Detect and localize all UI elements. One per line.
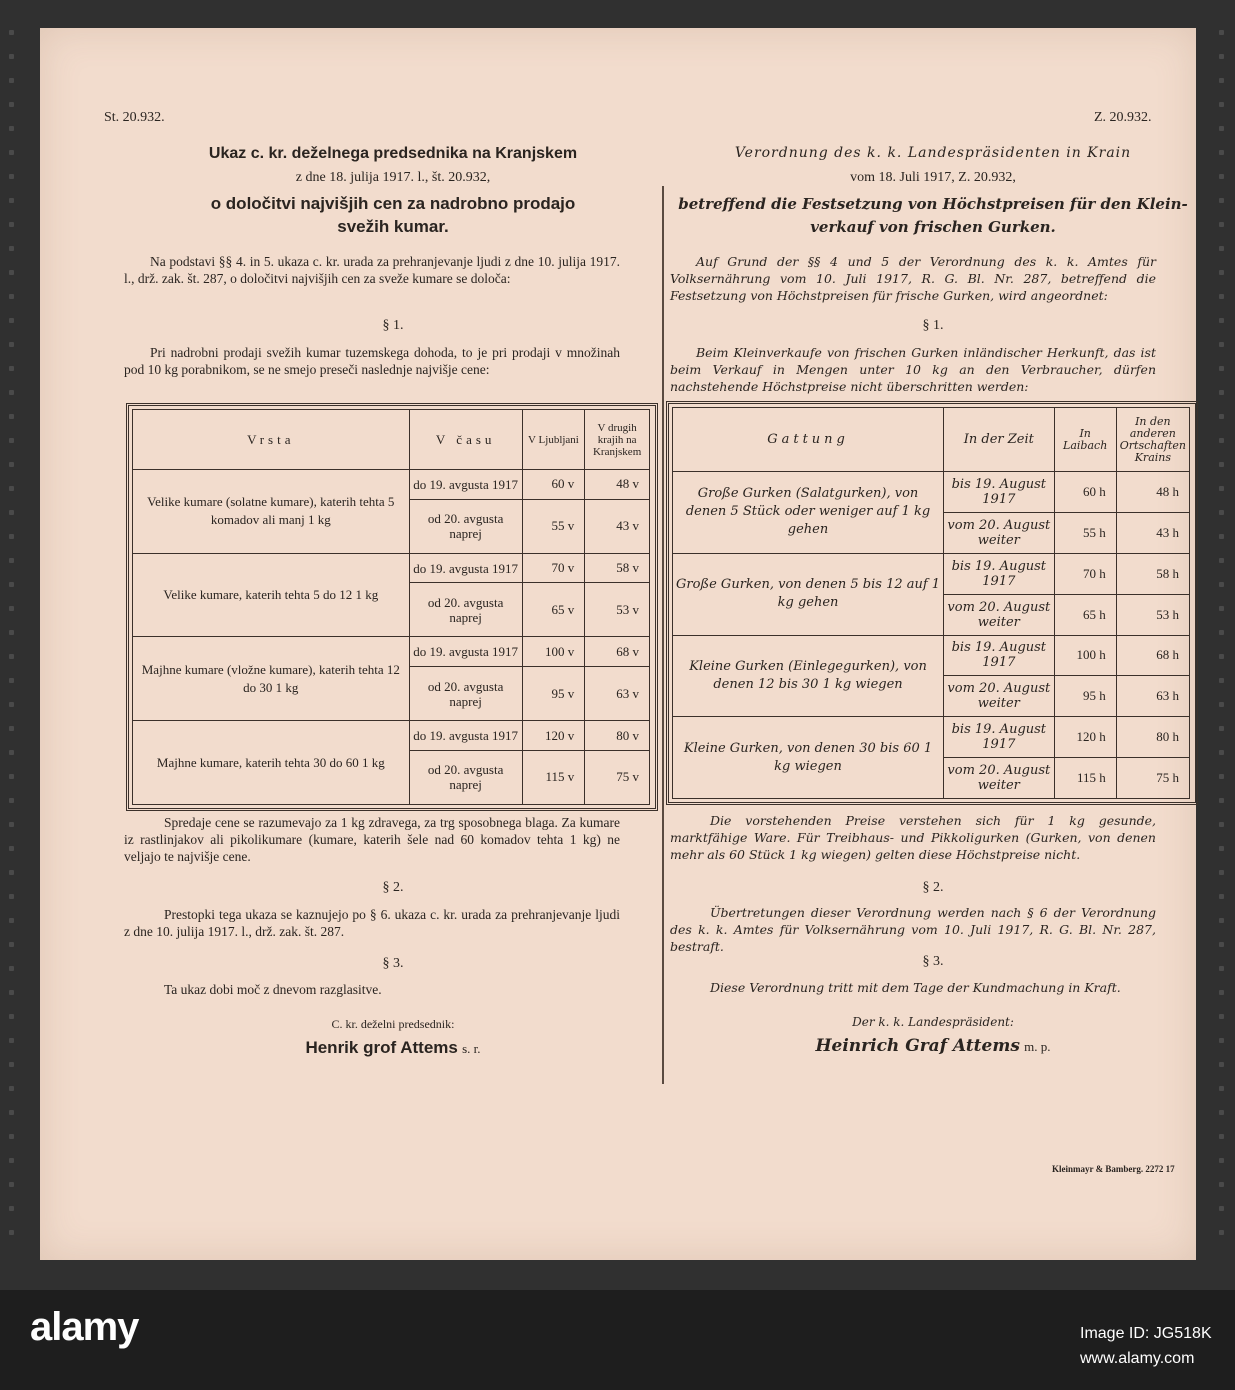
perforation-hole [9,414,14,419]
perforation-hole [9,30,14,35]
table-row: od 20. avgusta naprej 115 v 75 v [133,750,650,804]
section-1-text: Beim Kleinverkaufe von frischen Gurken inländischer Herkunft, das ist beim Verkauf in Mengen unter 10 kg an den Verbraucher, dürfen nachstehende Höchstpreise nicht überschritten werden: [670,345,1156,394]
signature-label: Der k. k. Landespräsident: [852,1015,1014,1029]
image-id: Image ID: JG518K [1080,1325,1212,1342]
perforation-hole [1219,294,1224,299]
perforation-hole [9,462,14,467]
section-2-title: § 2. [382,880,404,895]
perforation-hole [1219,822,1224,827]
decree-date: z dne 18. julija 1917. l., št. 20.932, [295,170,491,185]
perforation-hole [9,990,14,995]
perforation-hole [9,1038,14,1043]
perforation-hole [9,246,14,251]
perforation-hole [1219,1182,1224,1187]
perforation-hole [1219,678,1224,683]
perforation-hole [1219,486,1224,491]
perforation-hole [9,1182,14,1187]
col-header-time: In der Zeit [944,408,1055,472]
signature-label: C. kr. deželni predsednik: [331,1017,455,1031]
signature-suffix: s. r. [462,1041,481,1056]
perforation-hole [1219,726,1224,731]
perforation-hole [1219,150,1224,155]
section-1-title: § 1. [382,318,404,333]
watermark-footer [0,1290,1235,1390]
perforation-hole [9,174,14,179]
column-divider [662,186,664,1084]
perforation-hole [9,1062,14,1067]
perforation-hole [1219,438,1224,443]
decree-date: vom 18. Juli 1917, Z. 20.932, [850,170,1016,185]
perforation-hole [9,366,14,371]
table-row: Velike kumare, katerih tehta 5 do 12 1 kg do 19. avgusta 1917 70 v 58 v [133,553,650,583]
section-1-title: § 1. [922,318,944,333]
signature-suffix: m. p. [1024,1039,1051,1054]
perforation-hole [9,798,14,803]
intro-paragraph: Auf Grund der §§ 4 und 5 der Verordnung des k. k. Amtes für Volksernährung vom 10. Juli 1917, R. G. Bl. Nr. 287, betreffend die Festsetzung von Höchstpreisen für frische Gurken, wird angeordnet: [670,254,1156,303]
perforation-hole [1219,54,1224,59]
perforation-hole [9,510,14,515]
col-header-kind: Gattung [673,408,944,472]
perforation-hole [1219,222,1224,227]
perforation-hole [9,966,14,971]
perforation-hole [1219,990,1224,995]
perforation-hole [9,486,14,491]
perforation-hole [9,78,14,83]
signature-name [128,1038,658,1058]
section-2-text: Übertretungen dieser Verordnung werden nach § 6 der Verordnung des k. k. Amtes für Volksernährung vom 10. Juli 1917, R. G. Bl. Nr. 287, bestraft. [670,905,1156,954]
perforation-hole [1219,702,1224,707]
table-row: Majhne kumare (vložne kumare), katerih tehta 12 do 30 1 kg do 19. avgusta 1917 100 v 68 v [133,637,650,667]
stock-url: www.alamy.com [1080,1350,1195,1367]
perforation-hole [9,582,14,587]
section-2-title: § 2. [922,880,944,895]
perforation-hole [9,1086,14,1091]
perforation-hole [1219,1206,1224,1211]
perforation-hole [9,390,14,395]
perforation-hole [1219,1134,1224,1139]
perforation-hole [1219,1110,1224,1115]
perforation-hole [9,1134,14,1139]
perforation-hole [1219,1230,1224,1235]
signer-name: Heinrich Graf Attems [815,1036,1020,1056]
perforation-hole [9,1206,14,1211]
perforation-right [1216,30,1228,1260]
col-header-city: V Ljubljani [522,410,585,470]
table-row: Majhne kumare, katerih tehta 30 do 60 1 kg do 19. avgusta 1917 120 v 80 v [133,721,650,751]
col-header-other: In den anderen Ortschaften Krains [1116,408,1189,472]
table-row: Kleine Gurken, von denen 30 bis 60 1 kg wiegen bis 19. August 1917 120 h 80 h [673,717,1190,758]
perforation-hole [9,270,14,275]
table-note: Die vorstehenden Preise verstehen sich für 1 kg gesunde, marktfähige Ware. Für Treibhaus- und Pikkoligurken (Gurken, von denen mehr als 60 Stück 1 kg wiegen) gelten diese Höchstpreise nicht. [670,813,1156,862]
perforation-hole [1219,366,1224,371]
perforation-hole [9,558,14,563]
perforation-hole [9,678,14,683]
perforation-hole [9,54,14,59]
perforation-hole [1219,1038,1224,1043]
perforation-hole [9,846,14,851]
perforation-hole [1219,1158,1224,1163]
perforation-hole [9,942,14,947]
perforation-hole [9,318,14,323]
table-row: vom 20. August weiter 65 h 53 h [673,594,1190,635]
col-header-other: V drugih krajih na Kranjskem [585,410,650,470]
table-row: vom 20. August weiter 115 h 75 h [673,758,1190,799]
reference-number: St. 20.932. [104,110,165,125]
col-header-time: V času [409,410,522,470]
section-3-title: § 3. [382,956,404,971]
stock-logo: alamy [30,1305,139,1349]
perforation-hole [1219,894,1224,899]
perforation-hole [1219,774,1224,779]
section-3-text: Diese Verordnung tritt mit dem Tage der Kundmachung in Kraft. [710,980,1121,995]
decree-heading-2: svežih kumar. [337,217,449,236]
perforation-hole [1219,270,1224,275]
perforation-hole [1219,198,1224,203]
table-row: od 20. avgusta naprej 95 v 63 v [133,667,650,721]
perforation-hole [1219,870,1224,875]
perforation-hole [1219,582,1224,587]
perforation-hole [1219,318,1224,323]
perforation-hole [9,222,14,227]
perforation-hole [1219,102,1224,107]
perforation-hole [9,126,14,131]
table-row: Große Gurken (Salatgurken), von denen 5 Stück oder weniger auf 1 kg gehen bis 19. August 1917 60 h 48 h [673,472,1190,513]
perforation-hole [1219,174,1224,179]
col-header-city: In Laibach [1054,408,1116,472]
table-row: vom 20. August weiter 55 h 43 h [673,512,1190,553]
perforation-hole [1219,246,1224,251]
perforation-hole [9,102,14,107]
perforation-hole [9,1158,14,1163]
perforation-hole [1219,534,1224,539]
printer-imprint: Kleinmayr & Bamberg. 2272 17 [1052,1164,1175,1174]
perforation-hole [1219,462,1224,467]
decree-title: Ukaz c. kr. deželnega predsednika na Kranjskem [208,145,578,162]
perforation-hole [9,198,14,203]
perforation-hole [1219,966,1224,971]
perforation-hole [1219,846,1224,851]
perforation-hole [1219,630,1224,635]
perforation-hole [9,750,14,755]
perforation-hole [1219,558,1224,563]
table-row: Velike kumare (solatne kumare), katerih tehta 5 komadov ali manj 1 kg do 19. avgusta 1917 60 v 48 v [133,470,650,500]
section-3-title: § 3. [922,954,944,969]
perforation-hole [1219,126,1224,131]
perforation-hole [1219,510,1224,515]
perforation-hole [1219,342,1224,347]
perforation-hole [1219,606,1224,611]
table-row: Große Gurken, von denen 5 bis 12 auf 1 kg gehen bis 19. August 1917 70 h 58 h [673,553,1190,594]
decree-heading-1: o določitvi najvišjih cen za nadrobno prodajo [210,194,576,213]
perforation-hole [9,894,14,899]
perforation-hole [1219,750,1224,755]
perforation-hole [1219,1014,1224,1019]
decree-heading-2: verkauf von frischen Gurken. [810,218,1056,236]
perforation-hole [9,150,14,155]
perforation-hole [1219,918,1224,923]
document-sheet [40,28,1196,1260]
section-2-text: Prestopki tega ukaza se kaznujejo po § 6. ukaza c. kr. urada za prehranjevanje ljudi z dne 10. julija 1917. l., drž. zak. št. 287. [124,907,620,939]
section-1-text: Pri nadrobni prodaji svežih kumar tuzemskega dohoda, to je pri prodaji v množinah pod 10 kg porabnikom, se ne smejo preseči naslednje najvišje cene: [124,345,620,377]
table-row: od 20. avgusta naprej 55 v 43 v [133,499,650,553]
intro-paragraph: Na podstavi §§ 4. in 5. ukaza c. kr. urada za prehranjevanje ljudi z dne 10. julija 1917. l., drž. zak. št. 287, o določitvi najvišjih cen za sveže kumare se določa: [124,254,620,286]
signer-name: Henrik grof Attems [305,1038,458,1057]
perforation-hole [1219,1062,1224,1067]
perforation-hole [9,630,14,635]
decree-title: Verordnung des k. k. Landespräsidenten in Krain [734,145,1132,161]
decree-heading-1: betreffend die Festsetzung von Höchstpreisen für den Klein- [678,195,1188,213]
price-table [132,409,650,805]
perforation-hole [9,534,14,539]
table-row: Kleine Gurken (Einlegegurken), von denen 12 bis 30 1 kg wiegen bis 19. August 1917 100 h 68 h [673,635,1190,676]
perforation-hole [9,774,14,779]
perforation-hole [9,1230,14,1235]
perforation-hole [9,702,14,707]
perforation-hole [9,294,14,299]
reference-number: Z. 20.932. [1094,110,1152,125]
perforation-hole [9,726,14,731]
perforation-hole [9,438,14,443]
perforation-hole [9,1110,14,1115]
perforation-hole [1219,414,1224,419]
table-note: Spredaje cene se razumevajo za 1 kg zdravega, za trg sposobnega blaga. Za kumare iz rastlinjakov ali pikolikumare (kumare, katerih šele nad 60 komadov tehta 1 kg) ne veljajo te najvišje cene. [124,815,620,864]
table-row: vom 20. August weiter 95 h 63 h [673,676,1190,717]
perforation-hole [9,654,14,659]
perforation-hole [1219,390,1224,395]
perforation-hole [9,606,14,611]
perforation-hole [9,918,14,923]
perforation-hole [9,822,14,827]
perforation-hole [1219,30,1224,35]
signature-name [668,1036,1198,1056]
perforation-left [6,30,18,1260]
perforation-hole [9,1014,14,1019]
price-table [672,407,1190,799]
perforation-hole [1219,798,1224,803]
perforation-hole [1219,654,1224,659]
perforation-hole [9,870,14,875]
section-3-text: Ta ukaz dobi moč z dnevom razglasitve. [164,982,382,997]
perforation-hole [1219,942,1224,947]
perforation-hole [1219,1086,1224,1091]
perforation-hole [1219,78,1224,83]
perforation-hole [9,342,14,347]
table-row: od 20. avgusta naprej 65 v 53 v [133,583,650,637]
col-header-kind: Vrsta [133,410,410,470]
